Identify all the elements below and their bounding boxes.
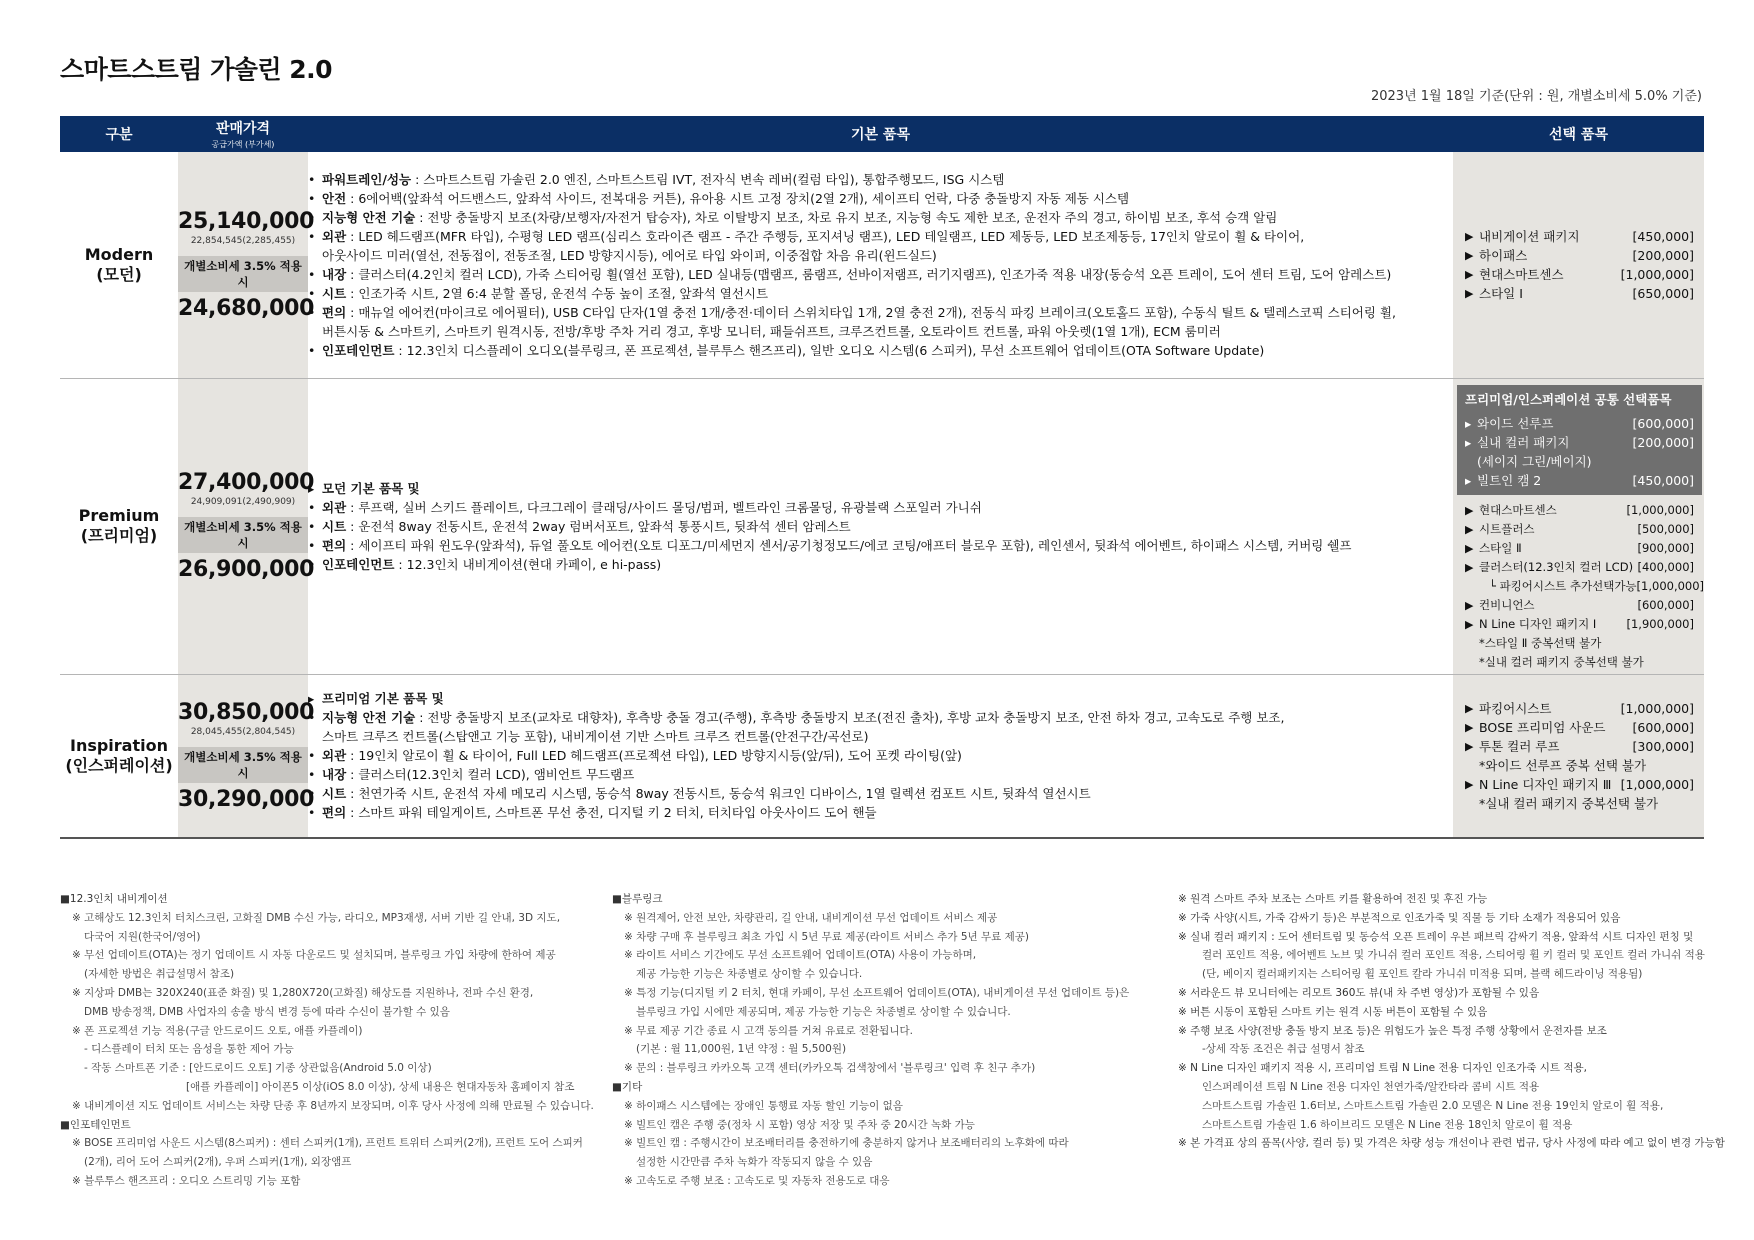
trim-name: Inspiration [69, 735, 168, 755]
option-price: [1,000,000] [1620, 776, 1694, 792]
price-main: 27,400,000 [178, 470, 315, 495]
footer-note-line: [애플 카플레이] 아이폰5 이상(iOS 8.0 이상), 상세 내용은 현대자동차 홈페이지 참조 [186, 1080, 575, 1093]
option-item [1465, 737, 1694, 756]
footer-note-heading: ※ 버튼 시동이 포함된 스마트 키는 원격 시동 버튼이 포함될 수 있음 [1178, 1005, 1488, 1018]
price-after-tax: 24,680,000 [178, 295, 315, 321]
feature-text: : 천연가죽 시트, 운전석 자세 메모리 시스템, 동승석 8way 전동시트, 동승석 워크인 디바이스, 1열 릴렉션 컴포트 시트, 뒷좌석 열선시트 [346, 786, 1091, 802]
option-note: *스타일 Ⅱ 중복선택 불가 [1479, 635, 1602, 650]
option-name: ▶ 스타일 Ⅰ [1465, 284, 1523, 303]
options-cell [1453, 674, 1704, 838]
option-name: ▸ 빌트인 캠 2 [1465, 471, 1541, 490]
option-item [1465, 227, 1694, 246]
option-note: *와이드 선루프 중복 선택 불가 [1479, 757, 1647, 773]
feature-head: 내장 [322, 767, 347, 783]
price-after-tax: 26,900,000 [178, 557, 315, 582]
footer-note-line: 다국어 지원(한국어/영어) [84, 930, 201, 943]
trim-name: Modern [84, 244, 154, 264]
option-name: ▶ 컨비니언스 [1465, 596, 1535, 615]
footer-note-line: ※ 문의 : 블루링크 카카오톡 고객 센터(카카오톡 검색창에서 '블루링크' 입력 후 친구 추가) [624, 1062, 1036, 1075]
feature-text: : 전방 충돌방지 보조(차량/보행자/자전거 탑승자), 차로 이탈방지 보조, 차로 유지 보조, 지능형 속도 제한 보조, 운전자 주의 경고, 하이빔 보조, 후석 승객 알림 [415, 209, 1278, 225]
feature-item [308, 708, 1453, 727]
footer-note-line: 제공 가능한 기능은 차종별로 상이할 수 있습니다. [636, 968, 863, 981]
option-item [1465, 520, 1694, 539]
option-list [1453, 699, 1704, 813]
feature-item [308, 341, 1453, 360]
price-supply: 24,909,091(2,490,909) [190, 497, 296, 507]
price-after-tax: 30,290,000 [178, 786, 315, 812]
header-option: 선택 품목 [1453, 116, 1704, 152]
feature-head: 편의 [322, 304, 347, 320]
feature-head: 지능형 안전 기술 [322, 710, 416, 726]
feature-text: : 클러스터(4.2인치 컬러 LCD), 가죽 스티어링 휠(열선 포함), LED 실내등(맵램프, 룸램프, 선바이저램프, 러기지램프), 인조가죽 적용 내장(동승석 오픈 트레이, 도어 센터 트림, 도어 암레스트) [346, 266, 1392, 282]
feature-item [308, 555, 1453, 574]
basic-features-cell [308, 674, 1453, 838]
option-price: [600,000] [1637, 597, 1694, 612]
footer-note-heading: ※ 원격 스마트 주차 보조는 스마트 키를 활용하여 전진 및 후진 가능 [1178, 893, 1488, 905]
feature-head: 지능형 안전 기술 [322, 209, 416, 225]
footer-note-line: -상세 작동 조건은 취급 설명서 참조 [1202, 1043, 1365, 1056]
price-table [60, 116, 1704, 839]
feature-head: 시트 [322, 285, 347, 301]
header-category: 구분 [60, 116, 178, 152]
option-price: [900,000] [1637, 540, 1694, 555]
feature-item [308, 303, 1453, 322]
footer-note-line: (2개), 리어 도어 스피커(2개), 우퍼 스피커(1개), 외장앰프 [84, 1156, 352, 1169]
footer-note-line: ※ 원격제어, 안전 보안, 차량관리, 길 안내, 내비게이션 무선 업데이트 서비스 제공 [624, 911, 998, 924]
feature-text: : 19인치 알로이 휠 & 타이어, Full LED 헤드램프(프로젝션 타입), LED 방향지시등(앞/뒤), 도어 포켓 라이팅(앞) [346, 748, 962, 764]
footer-note-heading: ※ 실내 컬러 패키지 : 도어 센터트림 및 동승석 오픈 트레이 우븐 패브릭 감싸기 적용, 앞좌석 시트 디자인 펀칭 및 [1178, 930, 1694, 943]
feature-item [308, 208, 1453, 227]
basic-intro: ▸ 모던 기본 품목 및 [308, 479, 1453, 498]
footer-note-heading: ※ N Line 디자인 패키지 적용 시, 프리미엄 트림 N Line 전용 디자인 인조가죽 시트 적용, [1178, 1062, 1588, 1075]
footer-note-line: (자세한 방법은 취급설명서 참조) [84, 968, 235, 981]
feature-item [308, 536, 1453, 555]
footer-note-line: (단, 베이지 컬러패키지는 스티어링 휠 포인트 칼라 가니쉬 미적용 되며, 블랙 헤드라이닝 적용됨) [1202, 968, 1643, 981]
option-name: ▶ 현대스마트센스 [1465, 501, 1557, 520]
feature-item [308, 284, 1453, 303]
option-item [1465, 775, 1694, 794]
option-continuation: (세이지 그린/베이지) [1477, 453, 1592, 469]
price-main: 30,850,000 [178, 699, 315, 725]
feature-item [308, 765, 1453, 784]
footer-note-line: ※ 폰 프로젝션 기능 적용(구글 안드로이드 오토, 애플 카플레이) [72, 1024, 363, 1037]
footer-note-line: ※ 고해상도 12.3인치 터치스크린, 고화질 DMB 수신 가능, 라디오, MP3재생, 서버 기반 길 안내, 3D 지도, [72, 911, 561, 924]
footer-note-heading: ※ 본 가격표 상의 품목(사양, 컬러 등) 및 가격은 차량 성능 개선이나 관련 법규, 당사 사정에 따라 예고 없이 변경 가능함 [1178, 1137, 1725, 1150]
footer-note-line: ※ 무선 업데이트(OTA)는 정기 업데이트 시 자동 다운로드 및 설치되며, 블루링크 가입 차량에 한하여 제공 [72, 949, 556, 962]
feature-head: 편의 [322, 805, 347, 821]
option-price: [1,000,000] [1620, 266, 1694, 282]
feature-text: : 스마트 파워 테일게이트, 스마트폰 무선 충전, 디지털 키 2 터치, 터치타입 아웃사이드 도어 핸들 [346, 805, 877, 821]
footer-note-line: ※ 하이패스 시스템에는 장애인 통행료 자동 할인 기능이 없음 [624, 1099, 903, 1112]
feature-head: 편의 [322, 537, 347, 553]
option-name: ▸ 와이드 선루프 [1465, 414, 1553, 433]
option-name: ▶ 내비게이션 패키지 [1465, 227, 1580, 246]
footer-note-line: ※ 빌트인 캠은 주행 중(정차 시 포함) 영상 저장 및 주차 중 20시간 녹화 가능 [624, 1118, 975, 1131]
option-item [1465, 718, 1694, 737]
header-price-label: 판매가격 [215, 121, 271, 137]
feature-head: 파워트레인/성능 [322, 171, 412, 187]
feature-item [308, 803, 1453, 822]
option-item [1465, 539, 1694, 558]
footer-note-heading: ■12.3인치 내비게이션 [60, 893, 168, 905]
trim-name-kr: (모던) [96, 264, 142, 284]
feature-head: 외관 [322, 748, 347, 764]
footer-note-heading: ■기타 [612, 1080, 643, 1093]
price-supply: 22,854,545(2,285,455) [190, 235, 296, 246]
price-main: 25,140,000 [178, 208, 315, 234]
feature-text: : 스마트스트림 가솔린 2.0 엔진, 스마트스트림 IVT, 전자식 변속 레버(컬럼 타입), 통합주행모드, ISG 시스템 [411, 171, 1005, 187]
feature-item [308, 170, 1453, 189]
feature-text: : 전방 충돌방지 보조(교차로 대향차), 후측방 충돌 경고(주행), 후측방 충돌방지 보조(전진 출차), 후방 교차 충돌방지 보조, 안전 하차 경고, 고속도로 주행 보조, [415, 710, 1285, 726]
footer-note-line: ※ BOSE 프리미엄 사운드 시스템(8스피커) : 센터 스피커(1개), 프런트 트위터 스피커(2개), 프런트 도어 스피커 [72, 1137, 583, 1150]
price-cell [178, 674, 315, 838]
feature-text: : 매뉴얼 에어컨(마이크로 에어필터), USB C타입 단자(1열 충전 1개/충전·데이터 스위치타입 1개, 2열 충전 2개), 전동식 파킹 브레이크(오토홀드 포함), 수동식 틸트 & 텔레스코픽 스티어링 휠, [346, 304, 1396, 320]
footer-note-line: 스마트스트림 가솔린 1.6 하이브리드 모델은 N Line 전용 18인치 알로이 휠 적용 [1202, 1118, 1573, 1131]
header-basic: 기본 품목 [308, 116, 1453, 152]
feature-head: 인포테인먼트 [322, 556, 395, 572]
feature-head: 안전 [322, 190, 347, 206]
trim-name-kr: (프리미엄) [80, 526, 158, 545]
option-price: [1,900,000] [1626, 616, 1694, 631]
option-price: [450,000] [1632, 472, 1694, 488]
option-item [1465, 501, 1694, 520]
feature-head: 인포테인먼트 [322, 342, 395, 358]
common-options-title: 프리미엄/인스퍼레이션 공통 선택품목 [1465, 391, 1672, 407]
option-price: [200,000] [1632, 247, 1694, 263]
option-name: └ 파킹어시스트 추가선택가능 [1489, 578, 1637, 593]
basic-intro: ▸ 프리미엄 기본 품목 및 [308, 689, 1453, 708]
option-item [1465, 615, 1694, 634]
footer-notes-col2 [612, 890, 1129, 1191]
feature-item [308, 189, 1453, 208]
price-cell [178, 152, 315, 378]
option-price: [500,000] [1637, 521, 1694, 536]
footer-note-line: DMB 방송정책, DMB 사업자의 송출 방식 변경 등에 따라 수신이 불가할 수 있음 [84, 1005, 450, 1018]
page-title: 스마트스트림 가솔린 2.0 [60, 55, 333, 84]
trim-name-kr: (인스퍼레이션) [65, 755, 173, 775]
sub-option-item [1465, 577, 1705, 596]
option-name: ▸ 실내 컬러 패키지 [1465, 433, 1569, 452]
footer-note-heading: ※ 서라운드 뷰 모니터에는 리모트 360도 뷰(내 차 주변 영상)가 포함될 수 있음 [1178, 986, 1540, 999]
footer-note-line: 인스퍼레이션 트림 N Line 전용 디자인 천연가죽/알칸타라 콤비 시트 적용 [1202, 1080, 1540, 1093]
tax-label: 개별소비세 3.5% 적용시 [178, 256, 308, 292]
feature-item [308, 746, 1453, 765]
feature-text: : 루프랙, 실버 스키드 플레이트, 다크그레이 클래딩/사이드 몰딩/범퍼, 벨트라인 크롬몰딩, 유광블랙 스포일러 가니쉬 [346, 499, 982, 515]
feature-text: : 세이프티 파워 윈도우(앞좌석), 듀얼 풀오토 에어컨(오토 디포그/미세먼지 센서/공기청정모드/에코 코팅/애프터 블로우 포함), 레인센서, 뒷좌석 에어벤트, 하이패스 시스템, 커버링 쉘프 [346, 537, 1352, 553]
footer-note-heading: ※ 주행 보조 사양(전방 충돌 방지 보조 등)은 위험도가 높은 특정 주행 상황에서 운전자를 보조 [1178, 1024, 1607, 1037]
option-price: [200,000] [1632, 434, 1694, 450]
option-item [1465, 246, 1694, 265]
feature-item [308, 265, 1453, 284]
feature-text: : LED 헤드램프(MFR 타입), 수평형 LED 램프(심리스 호라이즌 램프 - 주간 주행등, 포지셔닝 램프), LED 테일램프, LED 제동등, LED 보조제동등, 17인치 알로이 휠 & 타이어, [346, 228, 1305, 244]
header-price-sub: 공급가액 (부가세) [211, 140, 275, 149]
option-price: [1,000,000] [1620, 700, 1694, 716]
option-name: ▶ BOSE 프리미엄 사운드 [1465, 718, 1606, 737]
header-price [178, 116, 308, 152]
option-price: [650,000] [1632, 285, 1694, 301]
option-name: ▶ 현대스마트센스 [1465, 265, 1564, 284]
feature-head: 내장 [322, 266, 347, 282]
feature-continuation: 아웃사이드 미러(열선, 전동접이, 전동조절, LED 방향지시등), 에어로 타입 와이퍼, 이중접합 차음 유리(윈드실드) [322, 247, 937, 263]
feature-head: 외관 [322, 228, 347, 244]
feature-head: 시트 [322, 786, 347, 802]
feature-text: : 인조가죽 시트, 2열 6:4 분할 폴딩, 운전석 수동 높이 조절, 앞좌석 열선시트 [346, 285, 769, 301]
trim-name-cell [60, 674, 178, 838]
basic-features-list [308, 479, 1453, 574]
option-name: ▶ 투톤 컬러 루프 [1465, 737, 1559, 756]
option-name: ▶ N Line 디자인 패키지 Ⅲ [1465, 775, 1611, 794]
tax-label: 개별소비세 3.5% 적용시 [178, 517, 308, 553]
feature-text: : 6에어백(앞좌석 어드밴스드, 앞좌석 사이드, 전복대응 커튼), 유아용 시트 고정 장치(2열 2개), 세이프티 언락, 다중 충돌방지 자동 제동 시스템 [346, 190, 1130, 206]
footer-note-heading: ■블루링크 [612, 893, 663, 905]
option-price: [300,000] [1632, 738, 1694, 754]
table-header-row [60, 116, 1704, 152]
footer-note-line: (기본 : 월 11,000원, 1년 약정 : 월 5,500원) [636, 1043, 847, 1056]
date-note: 2023년 1월 18일 기준(단위 : 원, 개별소비세 5.0% 기준) [1370, 89, 1702, 104]
price-supply: 28,045,455(2,804,545) [190, 726, 296, 737]
feature-continuation: 버튼시동 & 스마트키, 스마트키 원격시동, 전방/후방 주차 거리 경고, 후방 모니터, 패들쉬프트, 크루즈컨트롤, 오토라이트 컨트롤, 파워 아웃렛(1열 1개), ECM 룸미러 [322, 323, 1221, 339]
feature-head: 외관 [322, 499, 347, 515]
footer-note-line: ※ 고속도로 주행 보조 : 고속도로 및 자동차 전용도로 대응 [624, 1174, 890, 1187]
basic-features-cell [308, 152, 1453, 378]
feature-text: : 운전석 8way 전동시트, 운전석 2way 럼버서포트, 앞좌석 통풍시트, 뒷좌석 센터 암레스트 [346, 518, 851, 534]
feature-continuation: 스마트 크루즈 컨트롤(스탑앤고 기능 포함), 내비게이션 기반 스마트 크루즈 컨트롤(안전구간/곡선로) [322, 729, 869, 745]
option-list [1453, 227, 1704, 303]
options-cell [1453, 152, 1704, 378]
price-cell [178, 378, 315, 674]
trim-name-cell [60, 378, 178, 674]
tax-label: 개별소비세 3.5% 적용시 [178, 747, 308, 783]
footer-note-heading: ■인포테인먼트 [60, 1118, 131, 1131]
option-price: [600,000] [1632, 415, 1694, 431]
common-option-item [1465, 433, 1694, 452]
footer-note-line: ※ 지상파 DMB는 320X240(표준 화질) 및 1,280X720(고화질) 해상도를 지원하나, 전파 수신 환경, [72, 986, 534, 999]
option-item [1465, 284, 1694, 303]
common-options-box [1457, 385, 1702, 495]
options-cell [1453, 378, 1704, 674]
trim-name: Premium [78, 506, 160, 525]
option-item [1465, 265, 1694, 284]
option-name: ▶ 스타일 Ⅱ [1465, 539, 1522, 558]
option-list [1453, 501, 1704, 672]
option-name: ▶ 시트플러스 [1465, 520, 1535, 539]
option-price: [1,000,000] [1626, 502, 1694, 517]
option-price: [600,000] [1632, 719, 1694, 735]
option-name: ▶ 파킹어시스트 [1465, 699, 1551, 718]
footer-note-line: ※ 내비게이션 지도 업데이트 서비스는 차량 단종 후 8년까지 보장되며, 이후 당사 사정에 의해 만료될 수 있습니다. [72, 1099, 594, 1112]
feature-item [308, 498, 1453, 517]
trim-name-cell [60, 152, 178, 378]
option-item [1465, 699, 1694, 718]
feature-text: : 클러스터(12.3인치 컬러 LCD), 앰비언트 무드램프 [346, 767, 635, 783]
option-note: *실내 컬러 패키지 중복선택 불가 [1479, 654, 1644, 669]
footer-notes-col1 [60, 890, 594, 1191]
basic-features-list [308, 689, 1453, 822]
footer-note-line: - 디스플레이 터치 또는 음성을 통한 제어 가능 [84, 1043, 294, 1056]
option-item [1465, 596, 1694, 615]
footer-notes-col3 [1178, 890, 1725, 1153]
footer-note-line: ※ 블루투스 핸즈프리 : 오디오 스트리밍 기능 포함 [72, 1174, 301, 1187]
option-note: *실내 컬러 패키지 중복선택 불가 [1479, 795, 1659, 811]
feature-text: : 12.3인치 디스플레이 오디오(블루링크, 폰 프로젝션, 블루투스 핸즈프리), 일반 오디오 시스템(6 스피커), 무선 소프트웨어 업데이트(OTA Software Update) [394, 342, 1265, 358]
feature-item [308, 784, 1453, 803]
footer-note-heading: ※ 가죽 사양(시트, 가죽 감싸기 등)은 부분적으로 인조가죽 및 직물 등 기타 소재가 적용되어 있음 [1178, 911, 1621, 924]
option-price: [400,000] [1637, 559, 1694, 574]
trim-row-modern [60, 152, 1704, 378]
footer-note-line: 설정한 시간만큼 주차 녹화가 작동되지 않을 수 있음 [636, 1156, 873, 1169]
option-name: ▶ 하이패스 [1465, 246, 1527, 265]
footer-note-line: 스마트스트림 가솔린 1.6터보, 스마트스트림 가솔린 2.0 모델은 N Line 전용 19인치 알로이 휠 적용, [1202, 1099, 1664, 1112]
basic-features-list [308, 170, 1453, 360]
footer-note-line: - 작동 스마트폰 기준 : [안드로이드 오토] 기종 상관없음(Android 5.0 이상) [84, 1062, 432, 1075]
option-item [1465, 558, 1694, 577]
footer-note-line: ※ 차량 구매 후 블루링크 최초 가입 시 5년 무료 제공(라이트 서비스 추가 5년 무료 제공) [624, 930, 1029, 943]
option-price: [1,000,000] [1636, 578, 1705, 593]
option-name: ▶ 클러스터(12.3인치 컬러 LCD) [1465, 558, 1633, 577]
feature-item [308, 227, 1453, 246]
option-name: ▶ N Line 디자인 패키지 Ⅰ [1465, 615, 1596, 634]
footer-note-line: 블루링크 가입 시에만 제공되며, 제공 가능한 기능은 차종별로 상이할 수 있습니다. [636, 1005, 1011, 1018]
basic-features-cell [308, 378, 1453, 674]
common-option-item [1465, 471, 1694, 490]
footer-note-line: ※ 특정 기능(디지털 키 2 터치, 현대 카페이, 무선 소프트웨어 업데이트(OTA), 내비게이션 무선 업데이트 등)은 [624, 986, 1130, 999]
footer-note-line: 컬러 포인트 적용, 에어벤트 노브 및 가니쉬 컬러 포인트 적용, 스티어링 휠 키 컬러 및 포인트 컬러 가니쉬 적용 [1202, 949, 1705, 962]
trim-row-inspiration [60, 674, 1704, 838]
option-price: [450,000] [1632, 228, 1694, 244]
trim-row-premium [60, 378, 1704, 674]
feature-head: 시트 [322, 518, 347, 534]
footer-note-line: ※ 빌트인 캠 : 주행시간이 보조배터리를 충전하기에 충분하지 않거나 보조배터리의 노후화에 따라 [624, 1137, 1069, 1150]
footer-note-line: ※ 무료 제공 기간 종료 시 고객 동의를 거쳐 유료로 전환됩니다. [624, 1024, 913, 1037]
common-option-item [1465, 414, 1694, 433]
footer-note-line: ※ 라이트 서비스 기간에도 무선 소프트웨어 업데이트(OTA) 사용이 가능하며, [624, 949, 977, 962]
feature-item [308, 517, 1453, 536]
feature-text: : 12.3인치 내비게이션(현대 카페이, e hi-pass) [394, 556, 662, 572]
